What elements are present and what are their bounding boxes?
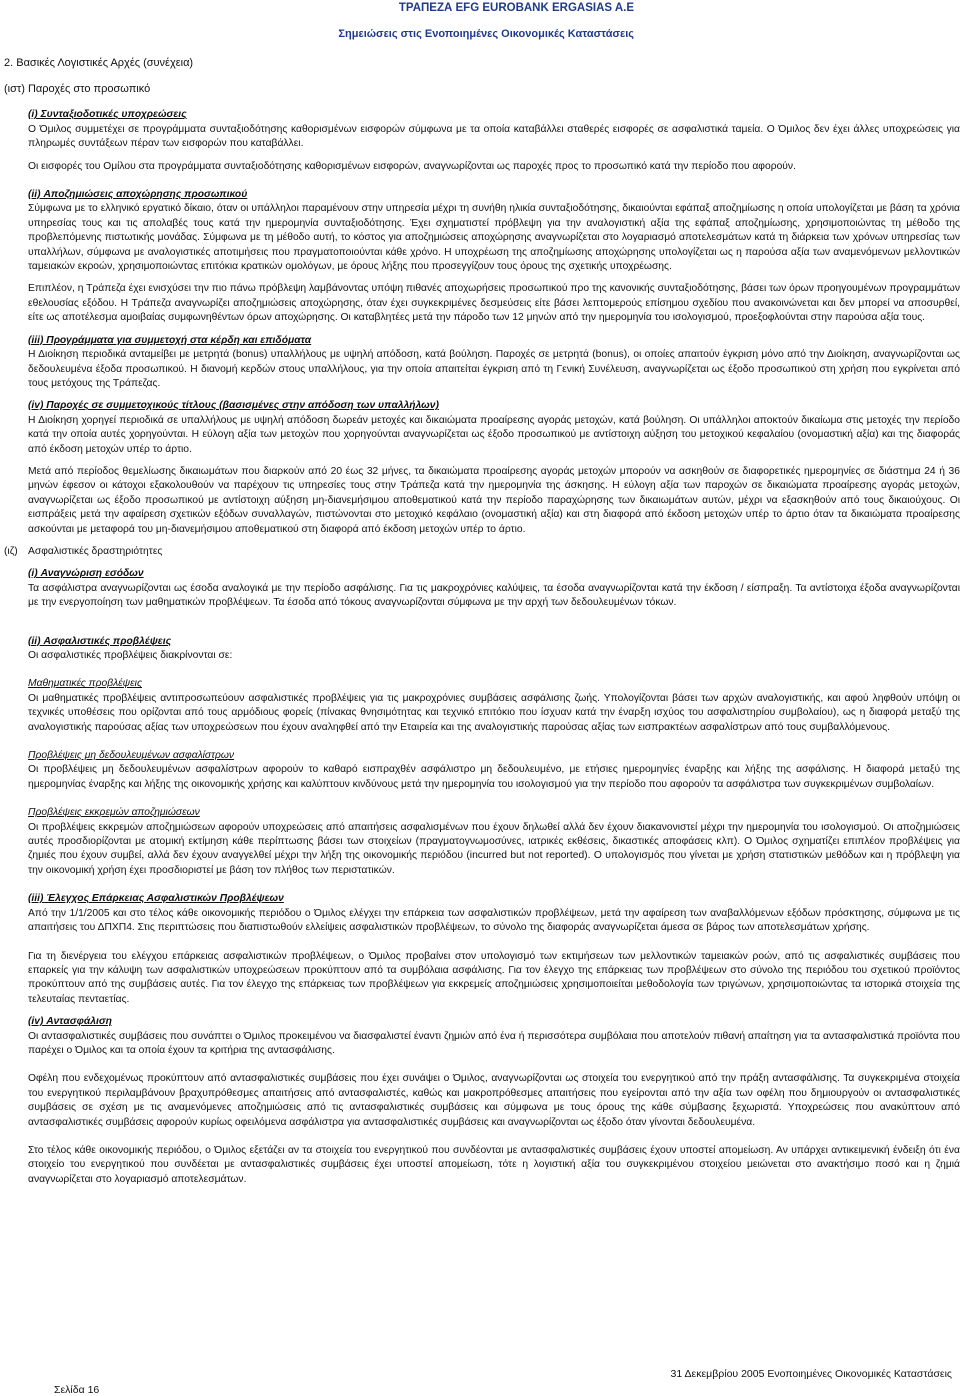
- subsection-title: (ιστ) Παροχές στο προσωπικό: [4, 83, 151, 96]
- subtitle-math-provisions: Μαθηματικές προβλέψεις: [28, 678, 142, 690]
- block-title-profit-sharing: (iii) Προγράμματα για συμμετοχή στα κέρδη και επιδόματα: [28, 334, 312, 346]
- paragraph: Οι μαθηματικές προβλέψεις αντιπροσωπεύουν ασφαλιστικές προβλέψεις για τις μακροχρόνιες συμβάσεις ασφάλισης ζωής. Υπολογίζονται βάσει των αρχών αναλογιστικής, και αφού ληφθούν υπόψη οι τεχνικές υποθέσεις που ορίζονται από τους αρμόδιους φορείς (πίνακας θνησιμότητας και τεχνικό επιτόκιο που ίσχυαν κατά την έναρξη ισχύος του ασφαλιστηρίου συμβολαίου), ως η διαφορά μεταξύ της αναλογιστικής παρούσας αξίας των υποχρεώσεων που έχουν αναληφθεί από την Εταιρεία και της αναλογιστικής παρούσας αξίας των εισπρακτέων ασφαλίστρων από τους συμβαλλόμενους.: [28, 692, 960, 733]
- paragraph: Στο τέλος κάθε οικονομικής περιόδου, ο Όμιλος εξετάζει αν τα στοιχεία του ενεργητικού που συνδέονται με αντασφαλιστικές συμβάσεις έχουν υποστεί απομείωση. Αν υπάρχει αντικειμενική ένδειξη ότι ένα στοιχείο του ενεργητικού που συνδέεται με αντασφαλιστικές συμβάσεις έχει υποστεί απομείωση, τότε η λογιστική αξία του συγκεκριμένου στοιχείου μειώνεται στο ανακτήσιμο ποσό και η ζημιά αναγνωρίζεται στο λογαριασμό αποτελεσμάτων.: [28, 1144, 960, 1185]
- subtitle-unearned-premiums: Προβλέψεις μη δεδουλευμένων ασφαλίστρων: [28, 750, 235, 762]
- paragraph: Από την 1/1/2005 και στο τέλος κάθε οικονομικής περιόδου ο Όμιλος ελέγχει την επάρκεια των ασφαλιστικών προβλέψεων, μετά την αφαίρεση των αναβαλλόμενων εξόδων πρόσκτησης, σύμφωνα με τις απαιτήσεις του ΔΠΧΠ4. Στις περιπτώσεις που διαπιστωθούν ελλείψεις ασφαλιστικών προβλέψεων, το σύνολο της διαφοράς αναγνωρίζεται άμεσα σε βάρος των αποτελεσμάτων χρήσης.: [28, 907, 960, 934]
- section-number: (ιζ): [4, 545, 18, 557]
- block-title-reinsurance: (iv) Αντασφάλιση: [28, 1016, 112, 1028]
- section-title: 2. Βασικές Λογιστικές Αρχές (συνέχεια): [4, 57, 194, 69]
- paragraph: Μετά από περίοδος θεμελίωσης δικαιωμάτων που διαρκούν από 20 έως 32 μήνες, τα δικαιώματα προαίρεσης αγοράς μετοχών μπορούν να ασκηθούν σε διαφορετικές ημερομηνίες σε διάστημα 24 ή 36 μηνών έφεσον οι κάτοχοι εξακολουθούν να παρέχουν τις υπηρεσίες τους στην Τράπεζα κατά την ημερομηνία της άσκησης. Η εύλογη αξία των παροχών σε δικαιώματα προαίρεσης αγοράς μετοχών, αναγνωρίζεται ως έξοδο προσωπικού με αντίστοιχη αύξηση μη-διανεμήσιμου αποθεματικού κατά την περίοδο παραχώρησης των δικαιωμάτων αυτών, μέχρι να εξασκηθούν από τους δικαιούχους. Οι εισπράξεις μετά την αφαίρεση σχετικών εξόδων συναλλαγών, πιστώνονται στο μετοχικό κεφάλαιο (ονομαστική αξία) και στη διαφορά από έκδοση μετοχών υπέρ το άρτιο όταν τα δικαιώματα προαίρεσης ασκούνται με μεταφορά του μη-διανεμήσιμου αποθεματικού στη διαφορά από έκδοση μετοχών υπέρ το άρτιο.: [28, 465, 960, 535]
- paragraph: Η Διοίκηση περιοδικά ανταμείβει με μετρητά (bonus) υπαλλήλους με υψηλή απόδοση, κατά βούληση. Παροχές σε μετρητά (bonus), οι οποίες απαιτούν έγκριση μόνο από την Διοίκηση, αναγνωρίζονται ως δεδουλευμένα έξοδα προσωπικού. Η διανομή κερδών στους υπαλλήλους, για την οποία απαιτείται έγκριση από τη Γενική Συνέλευση, αναγνωρίζεται ως έξοδο προσωπικού στη χρήση που εγκρίνεται από τους μετόχους της Τράπεζας.: [28, 349, 960, 389]
- document-body: [0, 56, 960, 1187]
- insurance-section-heading: [0, 545, 960, 559]
- paragraph: Οι εισφορές του Ομίλου στα προγράμματα συνταξιοδότησης καθορισμένων εισφορών, αναγνωρίζονται ως παροχές προς το προσωπικό κατά την περίοδο που αφορούν.: [28, 160, 796, 172]
- block-title-adequacy-test: (iii) Έλεγχος Επάρκειας Ασφαλιστικών Προβλέψεων: [28, 893, 284, 905]
- block-title-revenue: (i) Αναγνώριση εσόδων: [28, 568, 144, 580]
- block-title-pension: (i) Συνταξιοδοτικές υποχρεώσεις: [28, 109, 187, 121]
- footer-report-date: 31 Δεκεμβρίου 2005 Ενοποιημένες Οικονομικές Καταστάσεις: [670, 1368, 952, 1380]
- paragraph: Ο Όμιλος συμμετέχει σε προγράμματα συνταξιοδότησης καθορισμένων εισφορών σύμφωνα με τα οποία καταβάλλει σταθερές εισφορές σε ασφαλιστικά ταμεία. Ο Όμιλος δεν έχει άλλες υποχρεώσεις για πληρωμές συντάξεων πέραν των εισφορών που καταβάλλει.: [28, 123, 960, 150]
- report-subtitle: Σημειώσεις στις Ενοποιημένες Οικονομικές Καταστάσεις: [338, 28, 634, 40]
- block-title-share-based: (iv) Παροχές σε συμμετοχικούς τίτλους (βασισμένες στην απόδοση των υπαλλήλων): [28, 400, 439, 412]
- paragraph: Οι αντασφαλιστικές συμβάσεις που συνάπτει ο Όμιλος προκειμένου να διασφαλιστεί έναντι ζημιών από ένα ή περισσότερα συμβόλαια που αποτελούν πιθανή απαίτηση για τα αντασφαλιστικά προϊόντα που παρέχει ο Όμιλος και τα οποία έχουν τα κριτήρια της αντασφάλισης.: [28, 1030, 960, 1056]
- paragraph: Η Διοίκηση χορηγεί περιοδικά σε υπαλλήλους με υψηλή απόδοση δωρεάν μετοχές και δικαιώματα προαίρεσης αγοράς μετοχών, κατά βούληση. Οι υπάλληλοι αποκτούν δικαίωμα στις μετοχές την περίοδο κατά την οποία αυτές χορηγούνται. Η εύλογη αξία των μετοχών που χορηγούνται αναγνωρίζεται ως έξοδο προσωπικού με αντίστοιχη αύξηση του μετοχικού κεφαλαίου (ονομαστική αξία) και της διαφοράς από έκδοση μετοχών υπέρ το άρτιο.: [28, 414, 960, 455]
- paragraph: Οι προβλέψεις εκκρεμών αποζημιώσεων αφορούν υποχρεώσεις από απαιτήσεις ασφαλισμένων που έχουν δηλωθεί αλλά δεν έχουν διακανονιστεί μέχρι την ημερομηνία του ισολογισμού. Οι αποζημιώσεις αυτές προσδιορίζονται με ατομική εκτίμηση κάθε περίπτωσης βάσει των στοιχείων (πραγματογνωμοσύνες, ιατρικές εκθέσεις, δικαστικές αποφάσεις κλπ). Ο Όμιλος σχηματίζει επιπλέον προβλέψεις για ζημιές που έχουν συμβεί, αλλά δεν έχουν αναγγελθεί μέχρι την λήξη της οικονομικής περιόδου (incurred but not reported). Ο υπολογισμός που γίνεται με χρήση στατιστικών μεθόδων και η πρόβλεψη για την οικονομική χρήση έχει προσδιοριστεί με βάση τον πλήθος των περιστατικών.: [28, 821, 960, 876]
- paragraph: Οι ασφαλιστικές προβλέψεις διακρίνονται σε:: [28, 650, 233, 661]
- block-title-severance: (ii) Αποζημιώσεις αποχώρησης προσωπικού: [28, 189, 248, 201]
- page-number: Σελίδα 16: [54, 1384, 100, 1396]
- paragraph: Σύμφωνα με το ελληνικό εργατικό δίκαιο, όταν οι υπάλληλοι παραμένουν στην υπηρεσία μέχρι τη συνήθη ηλικία συνταξιοδότησης, δικαιούνται εφάπαξ αποζημίωσης η οποία υπολογίζεται με βάση τα χρόνια υπηρεσίας τους και τις απολαβές τους κατά την ημερομηνία συνταξιοδότησης. Έχει σχηματιστεί πρόβλεψη για την αναλογιστική αξία της εφάπαξ αποζημίωσης, χρησιμοποιώντας τη μέθοδο της προβλεπόμενης πιστωτικής μονάδας. Σύμφωνα με τη μέθοδο αυτή, το κόστος για αποζημιώσεις αποχώρησης αναγνωρίζεται στο λογαριασμό αποτελεσμάτων κατά τη διάρκεια των χρόνων υπηρεσίας των υπαλλήλων, σύμφωνα με αναλογιστικές αποτιμήσεις που πραγματοποιούνται κάθε χρόνο. Η υποχρέωση της αποζημίωσης αποχώρησης υπολογίζεται ως η παρούσα αξία των αναμενόμενων μελλοντικών ταμειακών εκροών, χρησιμοποιώντας επιτόκια κρατικών ομολόγων, με όρους λήξης που προσεγγίζουν τους όρους της σχετικής υποχρέωσης.: [28, 203, 960, 273]
- block-title-provisions: (ii) Ασφαλιστικές προβλέψεις: [28, 635, 172, 647]
- paragraph: Για τη διενέργεια του ελέγχου επάρκειας ασφαλιστικών προβλέψεων, ο Όμιλος προβαίνει στον υπολογισμό των εκτιμήσεων των μελλοντικών ταμειακών ροών, από τις ασφαλιστικές συμβάσεις που επαρκείς για την κάλυψη των ασφαλιστικών υποχρεώσεων προκύπτουν από τα συμβόλαια ασφάλισης. Για τον έλεγχο της επάρκειας των προβλέψεων στο σύνολο της περιόδου του σχετικού προϊόντος προκύπτουν από της συμβάσεις αυτές. Για τον έλεγχο της επάρκειας των προβλέψεων για εκκρεμείς αποζημιώσεις χρησιμοποιείται μεθοδολογία των τριγώνων, χρησιμοποιώντας τα ιστορικά στοιχεία της τελευταίας πενταετίας.: [28, 950, 960, 1005]
- paragraph: Οφέλη που ενδεχομένως προκύπτουν από αντασφαλιστικές συμβάσεις που έχει συνάψει ο Όμιλος, αναγνωρίζονται ως στοιχεία του ενεργητικού από την πράξη αντασφάλισης. Τα συγκεκριμένα στοιχεία του ενεργητικού περιλαμβάνουν βραχυπρόθεσμες απαιτήσεις από αντασφαλιστές, καθώς και μακροπρόθεσμες απαιτήσεις που εγείρονται από την αξία των οφέλη που δημιουργούν οι αντασφαλιστικές συμβάσεις σε σχέση με τις αναμενόμενες αποζημιώσεις από τις αντασφαλιστικές συμβάσεις και σύμφωνα με τους όρους της κάθε σύμβασης ξεχωριστά. Υποχρεώσεις που ανακύπτουν από αντασφαλιστικές συμβάσεις αφορούν κυρίως οφειλόμενα ασφάλιστρα για αντασφαλιστικές συμβάσεις και αναγνωρίζονται ως έξοδο όταν γίνονται δεδουλευμένα.: [28, 1073, 960, 1128]
- company-header: ΤΡΑΠΕΖΑ EFG EUROBANK ERGASIAS A.E: [398, 2, 634, 14]
- subtitle-outstanding-claims: Προβλέψεις εκκρεμών αποζημιώσεων: [28, 807, 200, 819]
- paragraph: Οι προβλέψεις μη δεδουλευμένων ασφαλίστρων αφορούν το καθαρό εισπραχθέν ασφάλιστρο μη δεδουλευμένο, με ετήσιες ημερομηνίες έναρξης και λήξης της ασφάλισης. Η διαφορά μεταξύ της ημερομηνίας έναρξης και λήξης της οικονομικής χρήσης και καλύπτουν κινδύνους μετά την ημερομηνία του ισολογισμού για την περίοδο που αφορούν τα ασφάλιστρα των συγκεκριμένων συμβολαίων.: [28, 764, 960, 790]
- paragraph: Τα ασφάλιστρα αναγνωρίζονται ως έσοδα αναλογικά με την περίοδο ασφάλισης. Για τις μακροχρόνιες καλύψεις, τα έσοδα αναγνωρίζονται κατά την έκδοση / είσπραξη. Τα αντίστοιχα έξοδα αναγνωρίζονται με την ενεργοποίηση των μαθηματικών προβλέψεων. Τα έσοδα από τόκους αναγνωρίζονται σύμφωνα με την αρχή των δεδουλευμένων τόκων.: [28, 582, 960, 609]
- section-title: Ασφαλιστικές δραστηριότητες: [28, 545, 163, 557]
- paragraph: Επιπλέον, η Τράπεζα έχει ενισχύσει την πιο πάνω πρόβλεψη λαμβάνοντας υπόψη πιθανές αποχωρήσεις προσωπικού προ της κανονικής συνταξιοδότησης, βάσει των όρων προηγουμένων προγραμμάτων εθελουσίας εξόδου. Η Τράπεζα αναγνωρίζει αποζημιώσεις αποχώρησης, όταν έχει συγκεκριμένες δεσμεύσεις είτε βάσει λεπτομερούς επίσημου σχεδίου που ανακοινώνεται και δεν μπορεί να αποσυρθεί, είτε ως αποτέλεσμα αμοιβαίας συμφωνηθέντων όρων αποχώρησης. Οι καταβλητέες μετά την πάροδο των 12 μηνών από την ημερομηνία του ισολογισμού, προεξοφλούνται στην παρούσα αξία τους.: [28, 283, 960, 324]
